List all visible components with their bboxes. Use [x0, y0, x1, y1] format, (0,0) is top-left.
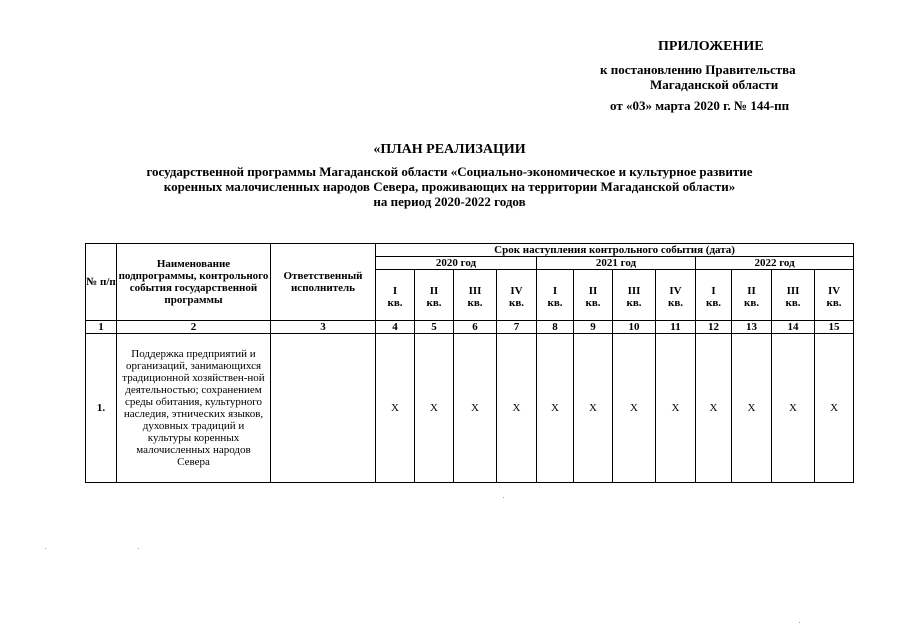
quarter-header	[815, 270, 854, 321]
column-index: 1	[86, 321, 117, 334]
plan-table	[85, 243, 854, 483]
quarter-header	[574, 270, 613, 321]
quarter-mark: Х	[656, 334, 696, 483]
header-year-2020: 2020 год	[376, 257, 537, 270]
quarter-header	[376, 270, 415, 321]
column-index: 6	[454, 321, 497, 334]
quarter-mark: Х	[497, 334, 537, 483]
quarter-mark: Х	[415, 334, 454, 483]
header-responsible: Ответственный исполнитель	[271, 244, 376, 321]
quarter-mark: Х	[454, 334, 497, 483]
quarter-header	[415, 270, 454, 321]
column-index: 5	[415, 321, 454, 334]
header-name: Наименование подпрограммы, контрольного события государственной программы	[117, 244, 271, 321]
appendix-line-1: к постановлению Правительства	[600, 62, 796, 77]
quarter-mark: Х	[815, 334, 854, 483]
column-index: 3	[271, 321, 376, 334]
quarter-header	[772, 270, 815, 321]
quarter-header	[497, 270, 537, 321]
quarter-unit: кв.	[426, 296, 442, 309]
quarter-number: II	[747, 284, 756, 297]
quarter-mark: Х	[613, 334, 656, 483]
row-num: 1.	[86, 334, 117, 483]
column-index: 13	[732, 321, 772, 334]
column-index: 15	[815, 321, 854, 334]
header-year-2021: 2021 год	[537, 257, 696, 270]
quarter-number: III	[468, 284, 482, 297]
quarter-unit: кв.	[467, 296, 483, 309]
plan-title: «ПЛАН РЕАЛИЗАЦИИ	[373, 142, 526, 157]
quarter-number: II	[588, 284, 598, 297]
quarter-number: IV	[669, 284, 682, 297]
appendix-title: ПРИЛОЖЕНИЕ	[658, 39, 764, 54]
plan-subtitle-line-3: на период 2020-2022 годов	[373, 194, 526, 209]
responsible-cell	[271, 334, 376, 483]
quarter-header	[537, 270, 574, 321]
quarter-header	[732, 270, 772, 321]
plan-subtitle-line-1: государственной программы Магаданской области «Социально-экономическое и культурное развитие	[146, 164, 753, 179]
column-index: 8	[537, 321, 574, 334]
quarter-unit: кв.	[705, 296, 722, 309]
quarter-mark: Х	[696, 334, 732, 483]
quarter-header	[696, 270, 732, 321]
quarter-unit: кв.	[585, 296, 601, 309]
quarter-mark: Х	[574, 334, 613, 483]
quarter-unit: кв.	[743, 296, 760, 309]
header-year-2022: 2022 год	[696, 257, 854, 270]
quarter-header	[454, 270, 497, 321]
quarter-mark: Х	[732, 334, 772, 483]
header-num: № п/п	[86, 244, 117, 321]
quarter-header	[656, 270, 696, 321]
quarter-number: IV	[827, 284, 841, 297]
quarter-unit: кв.	[626, 296, 642, 309]
quarter-number: I	[711, 284, 716, 297]
quarter-mark: Х	[376, 334, 415, 483]
quarter-unit: кв.	[785, 296, 801, 309]
column-index: 12	[696, 321, 732, 334]
table-row	[86, 334, 854, 483]
quarter-number: III	[627, 284, 641, 297]
quarter-number: II	[429, 284, 439, 297]
appendix-line-3: от «03» марта 2020 г. № 144-пп	[610, 98, 790, 113]
quarter-number: IV	[510, 284, 523, 297]
quarter-unit: кв.	[667, 296, 684, 309]
column-index: 2	[117, 321, 271, 334]
appendix-line-2: Магаданской области	[650, 77, 779, 92]
event-name: Поддержка предприятий и организаций, занимающихся традиционной хозяйствен-ной деятельностью; сохранением среды обитания, культурного наследия, этнических языков, духовных традиций и культуры коренных малочисленных народов Севера	[117, 334, 271, 483]
column-index: 4	[376, 321, 415, 334]
quarter-number: I	[552, 284, 558, 297]
header-term: Срок наступления контрольного события (дата)	[376, 244, 854, 257]
column-index-row	[86, 321, 854, 334]
plan-subtitle-line-2: коренных малочисленных народов Севера, проживающих на территории Магаданской области»	[163, 179, 736, 194]
column-index: 7	[497, 321, 537, 334]
quarter-unit: кв.	[826, 296, 842, 309]
column-index: 10	[613, 321, 656, 334]
quarter-unit: кв.	[387, 296, 403, 309]
column-index: 11	[656, 321, 696, 334]
quarter-number: I	[392, 284, 398, 297]
quarter-number: III	[786, 284, 800, 297]
quarter-unit: кв.	[508, 296, 525, 309]
quarter-mark: Х	[537, 334, 574, 483]
column-index: 14	[772, 321, 815, 334]
quarter-header	[613, 270, 656, 321]
quarter-mark: Х	[772, 334, 815, 483]
column-index: 9	[574, 321, 613, 334]
quarter-unit: кв.	[547, 296, 563, 309]
